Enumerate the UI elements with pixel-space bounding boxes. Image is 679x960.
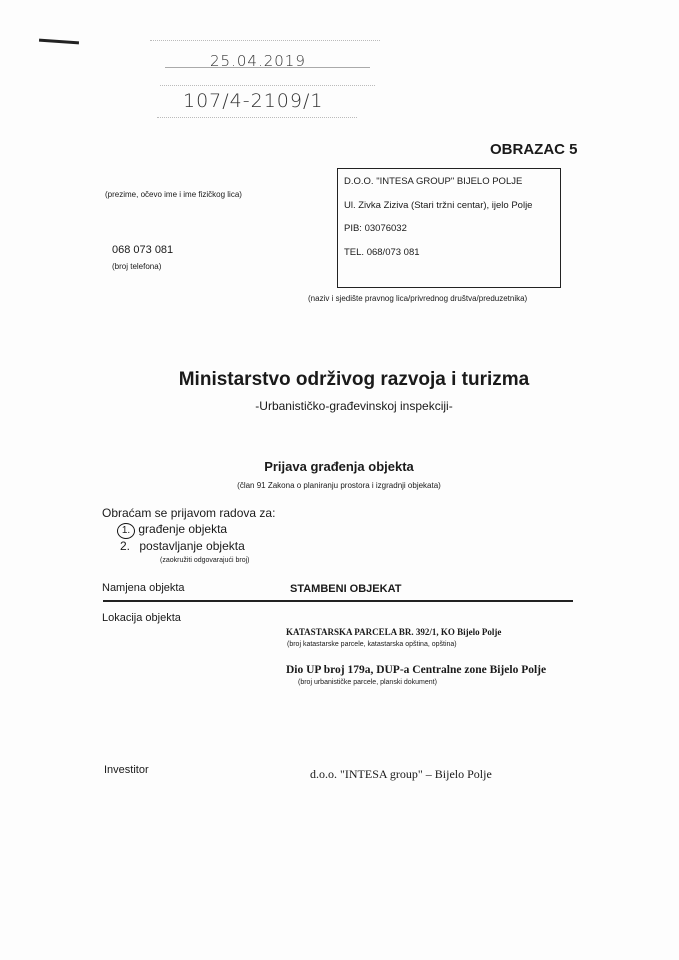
option-number: 2. [120, 539, 131, 553]
location-label: Lokacija objekta [102, 612, 181, 624]
ministry-title: Ministarstvo održivog razvoja i turizma [178, 369, 530, 390]
ministry-subtitle: -Urbanističko-građevinskoj inspekciji- [255, 399, 453, 413]
stamp-date: 25.04.2019 [210, 52, 306, 70]
intro-text: Obraćam se prijavom radova za: [102, 506, 276, 520]
company-pib: PIB: 03076032 [344, 223, 407, 234]
company-caption: (naziv i sjedište pravnog lica/privrednog društva/preduzetnika) [308, 294, 528, 303]
applicant-phone: 068 073 081 [112, 244, 174, 256]
company-name: D.O.O. "INTESA GROUP" BIJELO POLJE [344, 176, 523, 187]
option-label: građenje objekta [138, 522, 228, 536]
purpose-label: Namjena objekta [102, 582, 185, 594]
form-title: Prijava građenja objekta [264, 459, 414, 474]
applicant-phone-caption: (broj telefona) [112, 262, 162, 271]
legal-basis: (član 91 Zakona o planiranju prostora i izgradnji objekata) [237, 481, 441, 490]
urban-caption: (broj urbanističke parcele, planski dokument) [298, 679, 437, 686]
investor-label: Investitor [104, 764, 149, 776]
urban-value: Dio UP broj 179a, DUP-a Centralne zone Bijelo Polje [286, 664, 547, 676]
company-phone: TEL. 068/073 081 [344, 247, 420, 258]
option-label: postavljanje objekta [139, 539, 245, 553]
parcel-value: KATASTARSKA PARCELA BR. 392/1, KO Bijelo Polje [286, 627, 502, 637]
stamp-number: 107/4-2109/1 [183, 90, 324, 112]
option-2[interactable] [120, 539, 245, 553]
form-code: OBRAZAC 5 [490, 141, 578, 158]
parcel-caption: (broj katastarske parcele, katastarska opština, opština) [287, 641, 457, 648]
purpose-value: STAMBENI OBJEKAT [290, 583, 402, 595]
company-address: Ul. Zivka Ziziva (Stari tržni centar), ijelo Polje [344, 200, 533, 211]
company-box [337, 168, 561, 288]
pen-mark [39, 39, 79, 45]
investor-value: d.o.o. "INTESA group" – Bijelo Polje [310, 767, 492, 781]
applicant-name-caption: (prezime, očevo ime i ime fizičkog lica) [105, 190, 242, 199]
option-1[interactable] [117, 522, 227, 539]
purpose-divider [103, 600, 573, 602]
options-hint: (zaokružiti odgovarajući broj) [160, 557, 250, 564]
option-number-circled: 1. [117, 523, 135, 539]
